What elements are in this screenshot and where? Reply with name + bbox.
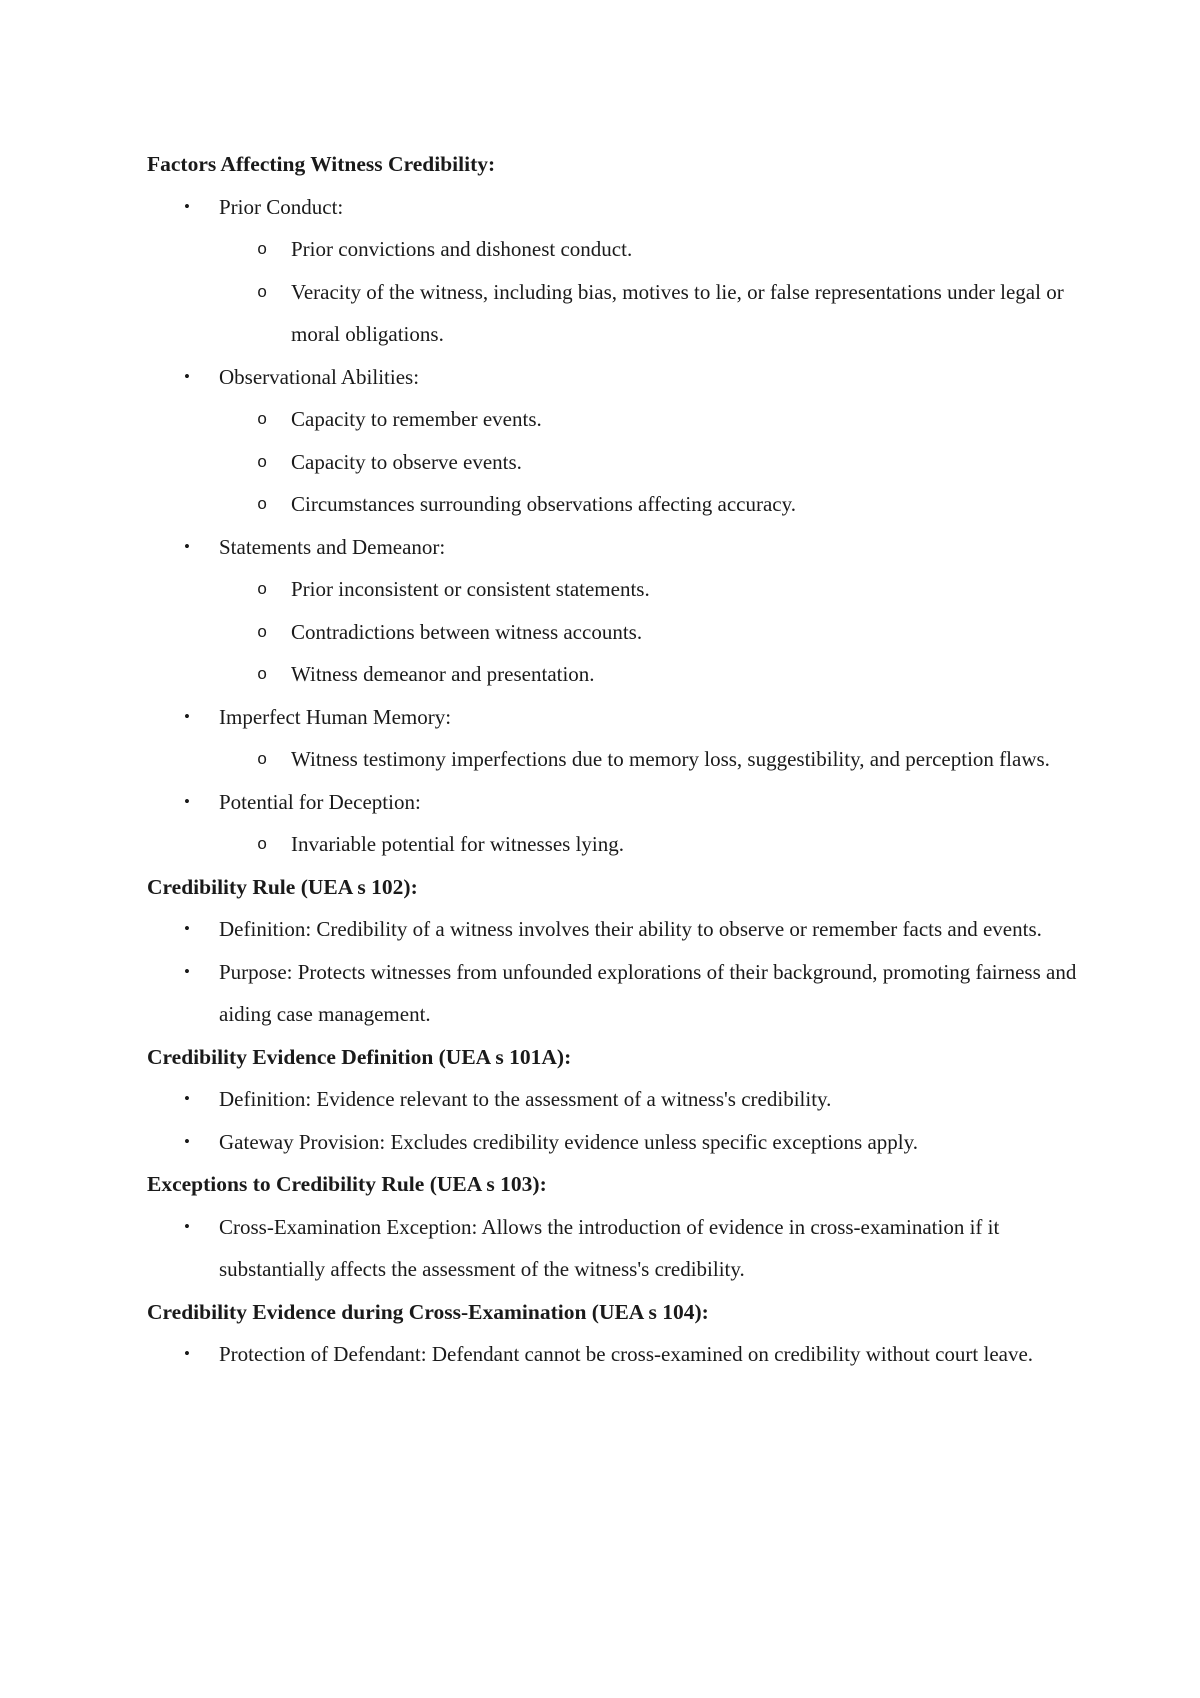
sub-list-item-text: Circumstances surrounding observations affecting accuracy. [291, 492, 796, 516]
bullet-icon: • [184, 1344, 190, 1363]
list-item-text: Observational Abilities: [219, 364, 420, 389]
bullet-icon: • [184, 1131, 190, 1151]
section-heading: Exceptions to Credibility Rule (UEA s 103): [147, 1172, 547, 1196]
list-item-text: Purpose: Protects witnesses from unfounded explorations of their background, promoting fairness and aiding case management. [219, 959, 1077, 1026]
bullet-icon: • [184, 1216, 190, 1236]
sub-list-item-text: Witness testimony imperfections due to memory loss, suggestibility, and perception flaws. [291, 747, 1050, 771]
sub-list-item-text: Veracity of the witness, including bias, motives to lie, or false representations under legal or moral obligations. [291, 279, 1064, 346]
list-item [147, 1121, 1087, 1164]
bullet-icon: • [184, 706, 190, 726]
sub-list-item [147, 483, 1087, 526]
list-item [147, 1078, 1087, 1121]
sub-list-item [147, 611, 1087, 654]
sub-bullet-icon: o [257, 496, 268, 515]
bullet-icon: • [184, 1089, 190, 1108]
list-item [147, 526, 1087, 569]
list-item [147, 781, 1087, 824]
sub-list-item [147, 653, 1087, 696]
sub-list-item-text: Capacity to observe events. [291, 449, 522, 474]
list-item-text: Definition: Evidence relevant to the assessment of a witness's credibility. [219, 1087, 832, 1111]
sub-list-item [147, 568, 1087, 611]
sub-list-item-text: Prior convictions and dishonest conduct. [291, 237, 633, 261]
sub-list-item [147, 398, 1087, 441]
bullet-icon: • [184, 366, 190, 386]
sub-list-item [147, 441, 1087, 484]
list-item [147, 356, 1087, 399]
bullet-icon: • [184, 919, 190, 938]
document-body [147, 143, 1087, 1376]
sub-list-item [147, 271, 1087, 356]
sub-list-item [147, 738, 1087, 781]
list-item [147, 908, 1087, 951]
sub-bullet-icon: o [257, 666, 268, 685]
list-item-text: Imperfect Human Memory: [219, 704, 452, 729]
list-item-text: Protection of Defendant: Defendant cannot be cross-examined on credibility without court leave. [219, 1342, 1034, 1366]
list-item-text: Cross-Examination Exception: Allows the introduction of evidence in cross-examination if it substantially affects the assessment of the witness's credibility. [219, 1214, 1000, 1281]
sub-bullet-icon: o [257, 581, 268, 600]
bullet-icon: • [184, 791, 190, 811]
list-item-text: Potential for Deception: [219, 789, 421, 814]
section-heading: Credibility Rule (UEA s 102): [147, 874, 418, 899]
sub-list-item-text: Capacity to remember events. [291, 407, 542, 431]
sub-bullet-icon: o [257, 411, 268, 430]
list-item-text: Prior Conduct: [219, 194, 344, 219]
bullet-icon: • [184, 196, 190, 216]
sub-bullet-icon: o [257, 453, 268, 473]
sub-list-item [147, 228, 1087, 271]
sub-list-item-text: Contradictions between witness accounts. [291, 619, 643, 644]
sub-bullet-icon: o [257, 836, 268, 855]
list-item-text: Gateway Provision: Excludes credibility evidence unless specific exceptions apply. [219, 1129, 919, 1154]
list-item-text: Definition: Credibility of a witness involves their ability to observe or remember facts and events. [219, 917, 1042, 941]
sub-bullet-icon: o [257, 283, 268, 303]
sub-list-item [147, 823, 1087, 866]
bullet-icon: • [184, 536, 190, 556]
list-item [147, 1333, 1087, 1376]
list-item-text: Statements and Demeanor: [219, 534, 446, 559]
sub-list-item-text: Witness demeanor and presentation. [291, 662, 595, 686]
list-item [147, 951, 1087, 1036]
sub-list-item-text: Invariable potential for witnesses lying. [291, 832, 624, 856]
sub-bullet-icon: o [257, 623, 268, 643]
sub-bullet-icon: o [257, 241, 268, 260]
sub-list-item-text: Prior inconsistent or consistent statements. [291, 577, 650, 601]
list-item [147, 696, 1087, 739]
section-heading: Credibility Evidence during Cross-Examination (UEA s 104): [147, 1299, 709, 1324]
sub-bullet-icon: o [257, 751, 268, 770]
section-heading: Factors Affecting Witness Credibility: [147, 152, 496, 176]
bullet-icon: • [184, 961, 190, 981]
list-item [147, 186, 1087, 229]
list-item [147, 1206, 1087, 1291]
section-heading: Credibility Evidence Definition (UEA s 101A): [147, 1044, 572, 1069]
